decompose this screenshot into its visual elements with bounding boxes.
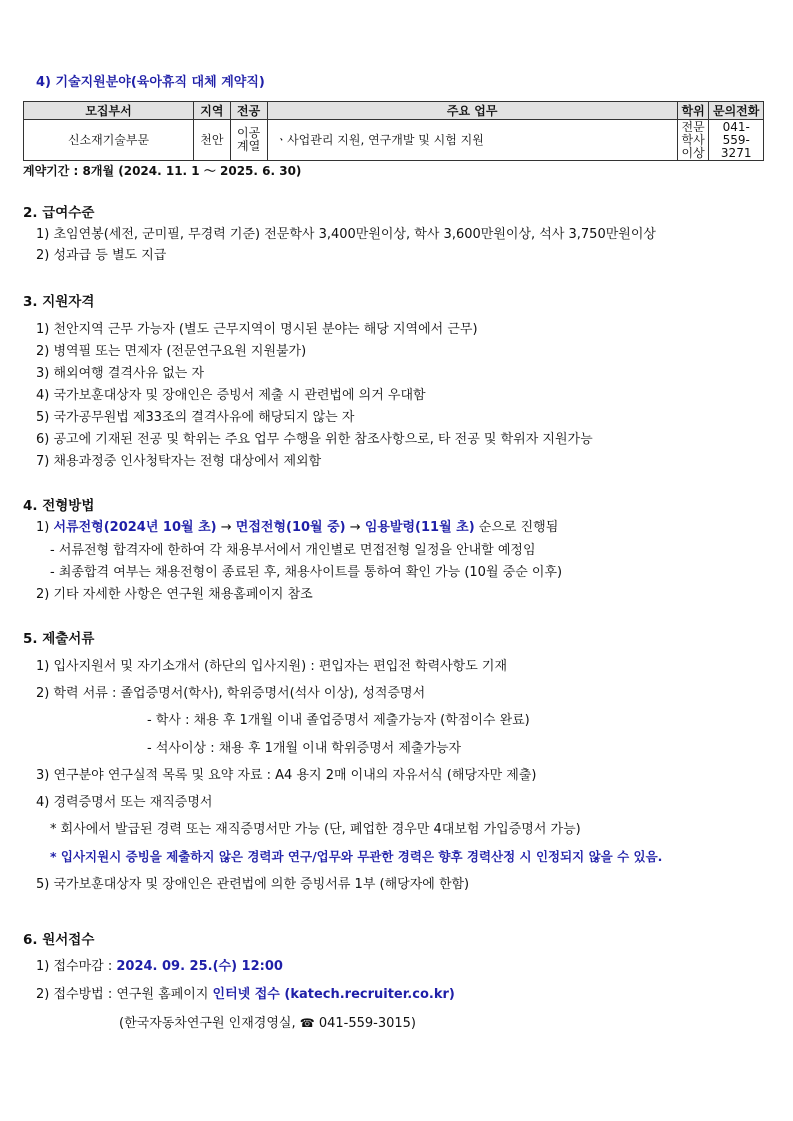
major-line: 이공 [237,126,261,140]
list-item: - 서류전형 합격자에 한하여 각 채용부서에서 개인별로 면접전형 일정을 안내할 예정임 [50,543,536,558]
list-item: 2) 기타 자세한 사항은 연구원 채용홈페이지 참조 [36,587,313,602]
section-title-qualification: 3. 지원자격 [23,294,95,310]
list-item: 6) 공고에 기재된 전공 및 학위는 주요 업무 수행을 위한 참조사항으로, 타 전공 및 학위자 지원가능 [36,432,593,447]
phone-icon: ☎ [299,1016,315,1030]
list-item: 2) 성과급 등 별도 지급 [36,248,167,263]
table-header: 문의전화 [709,102,764,120]
contact-line [119,1015,416,1032]
degree-line: 이상 [681,145,705,160]
degree-line: 전문 [681,119,705,134]
note: * 회사에서 발급된 경력 또는 재직증명서만 가능 (단, 폐업한 경우만 4대보험 가입증명서 가능) [50,822,581,837]
list-item: 2) 병역필 또는 면제자 (전문연구요원 지원불가) [36,344,307,359]
list-item: - 학사 : 채용 후 1개월 이내 졸업증명서 제출가능자 (학점이수 완료) [147,713,530,728]
contact-prefix: (한국자동차연구원 인재경영실, [119,1016,300,1031]
duty-cell: ㆍ사업관리 지원, 연구개발 및 시험 지원 [267,120,677,161]
deadline-value: 2024. 09. 25.(수) 12:00 [116,959,283,974]
phone-cell [709,120,764,161]
degree-line: 학사 [681,132,705,147]
deadline-label: 1) 접수마감 : [36,959,117,974]
contract-period: 계약기간 : 8개월 (2024. 11. 1 ～ 2025. 6. 30) [23,164,302,178]
table-row [24,120,764,161]
method-label: 2) 접수방법 : 연구원 홈페이지 [36,987,213,1002]
step-appointment: 임용발령(11월 초) [364,520,475,535]
list-item: 5) 국가공무원법 제33조의 결격사유에 해당되지 않는 자 [36,410,355,425]
list-item: 3) 연구분야 연구실적 목록 및 요약 자료 : A4 용지 2매 이내의 자유서식 (해당자만 제출) [36,768,537,783]
region-cell: 천안 [194,120,231,161]
list-item: 1) 천안지역 근무 가능자 (별도 근무지역이 명시된 분야는 해당 지역에서 근무) [36,322,478,337]
deadline-line [36,959,283,975]
section-title-application: 6. 원서접수 [23,932,95,948]
table-header: 지역 [194,102,231,120]
field-title: 4) 기술지원분야(육아휴직 대체 계약직) [36,75,265,90]
arrow: → [345,520,365,535]
list-item: - 최종합격 여부는 채용전형이 종료된 후, 채용사이트를 통하여 확인 가능 (10월 중순 이후) [50,565,563,580]
recruit-table [23,101,764,161]
table-header: 주요 업무 [267,102,677,120]
method-line [36,987,455,1003]
phone-line: 041- [722,119,750,134]
method-value: 인터넷 접수 (katech.recruiter.co.kr) [212,987,455,1002]
step-tail: 순으로 진행됨 [474,520,559,535]
selection-step-line [36,520,558,536]
step-document: 서류전형(2024년 10월 초) [53,520,217,535]
list-item: 1) 입사지원서 및 자기소개서 (하단의 입사지원) : 편입자는 편입전 학력사항도 기재 [36,659,508,674]
section-title-documents: 5. 제출서류 [23,631,95,647]
list-item: 5) 국가보훈대상자 및 장애인은 관련법에 의한 증빙서류 1부 (해당자에 한함) [36,877,470,892]
table-header: 학위 [677,102,708,120]
list-item: 4) 경력증명서 또는 재직증명서 [36,795,213,810]
list-item: 7) 채용과정중 인사청탁자는 전형 대상에서 제외함 [36,454,322,469]
list-item: 1) 초임연봉(세전, 군미필, 무경력 기준) 전문학사 3,400만원이상, 학사 3,600만원이상, 석사 3,750만원이상 [36,227,656,242]
dept-cell: 신소재기술부문 [24,120,194,161]
list-item: 4) 국가보훈대상자 및 장애인은 증빙서 제출 시 관련법에 의거 우대함 [36,388,426,403]
table-header: 전공 [230,102,267,120]
list-item: 2) 학력 서류 : 졸업증명서(학사), 학위증명서(석사 이상), 성적증명서 [36,686,426,701]
degree-cell [677,120,708,161]
arrow: → [216,520,236,535]
step-number: 1) [36,520,54,535]
list-item: - 석사이상 : 채용 후 1개월 이내 학위증명서 제출가능자 [147,741,462,756]
phone-line: 559-3271 [720,132,752,160]
list-item: 3) 해외여행 결격사유 없는 자 [36,366,205,381]
table-header: 모집부서 [24,102,194,120]
section-title-salary: 2. 급여수준 [23,205,95,221]
major-cell [230,120,267,161]
table-header-row [24,102,764,120]
major-line: 계열 [237,139,261,153]
step-interview: 면접전형(10월 중) [235,520,346,535]
section-title-selection: 4. 전형방법 [23,498,95,514]
contact-suffix: 041-559-3015) [314,1016,416,1031]
warning-note: * 입사지원시 증빙을 제출하지 않은 경력과 연구/업무와 무관한 경력은 향후 경력산정 시 인정되지 않을 수 있음. [50,849,663,864]
